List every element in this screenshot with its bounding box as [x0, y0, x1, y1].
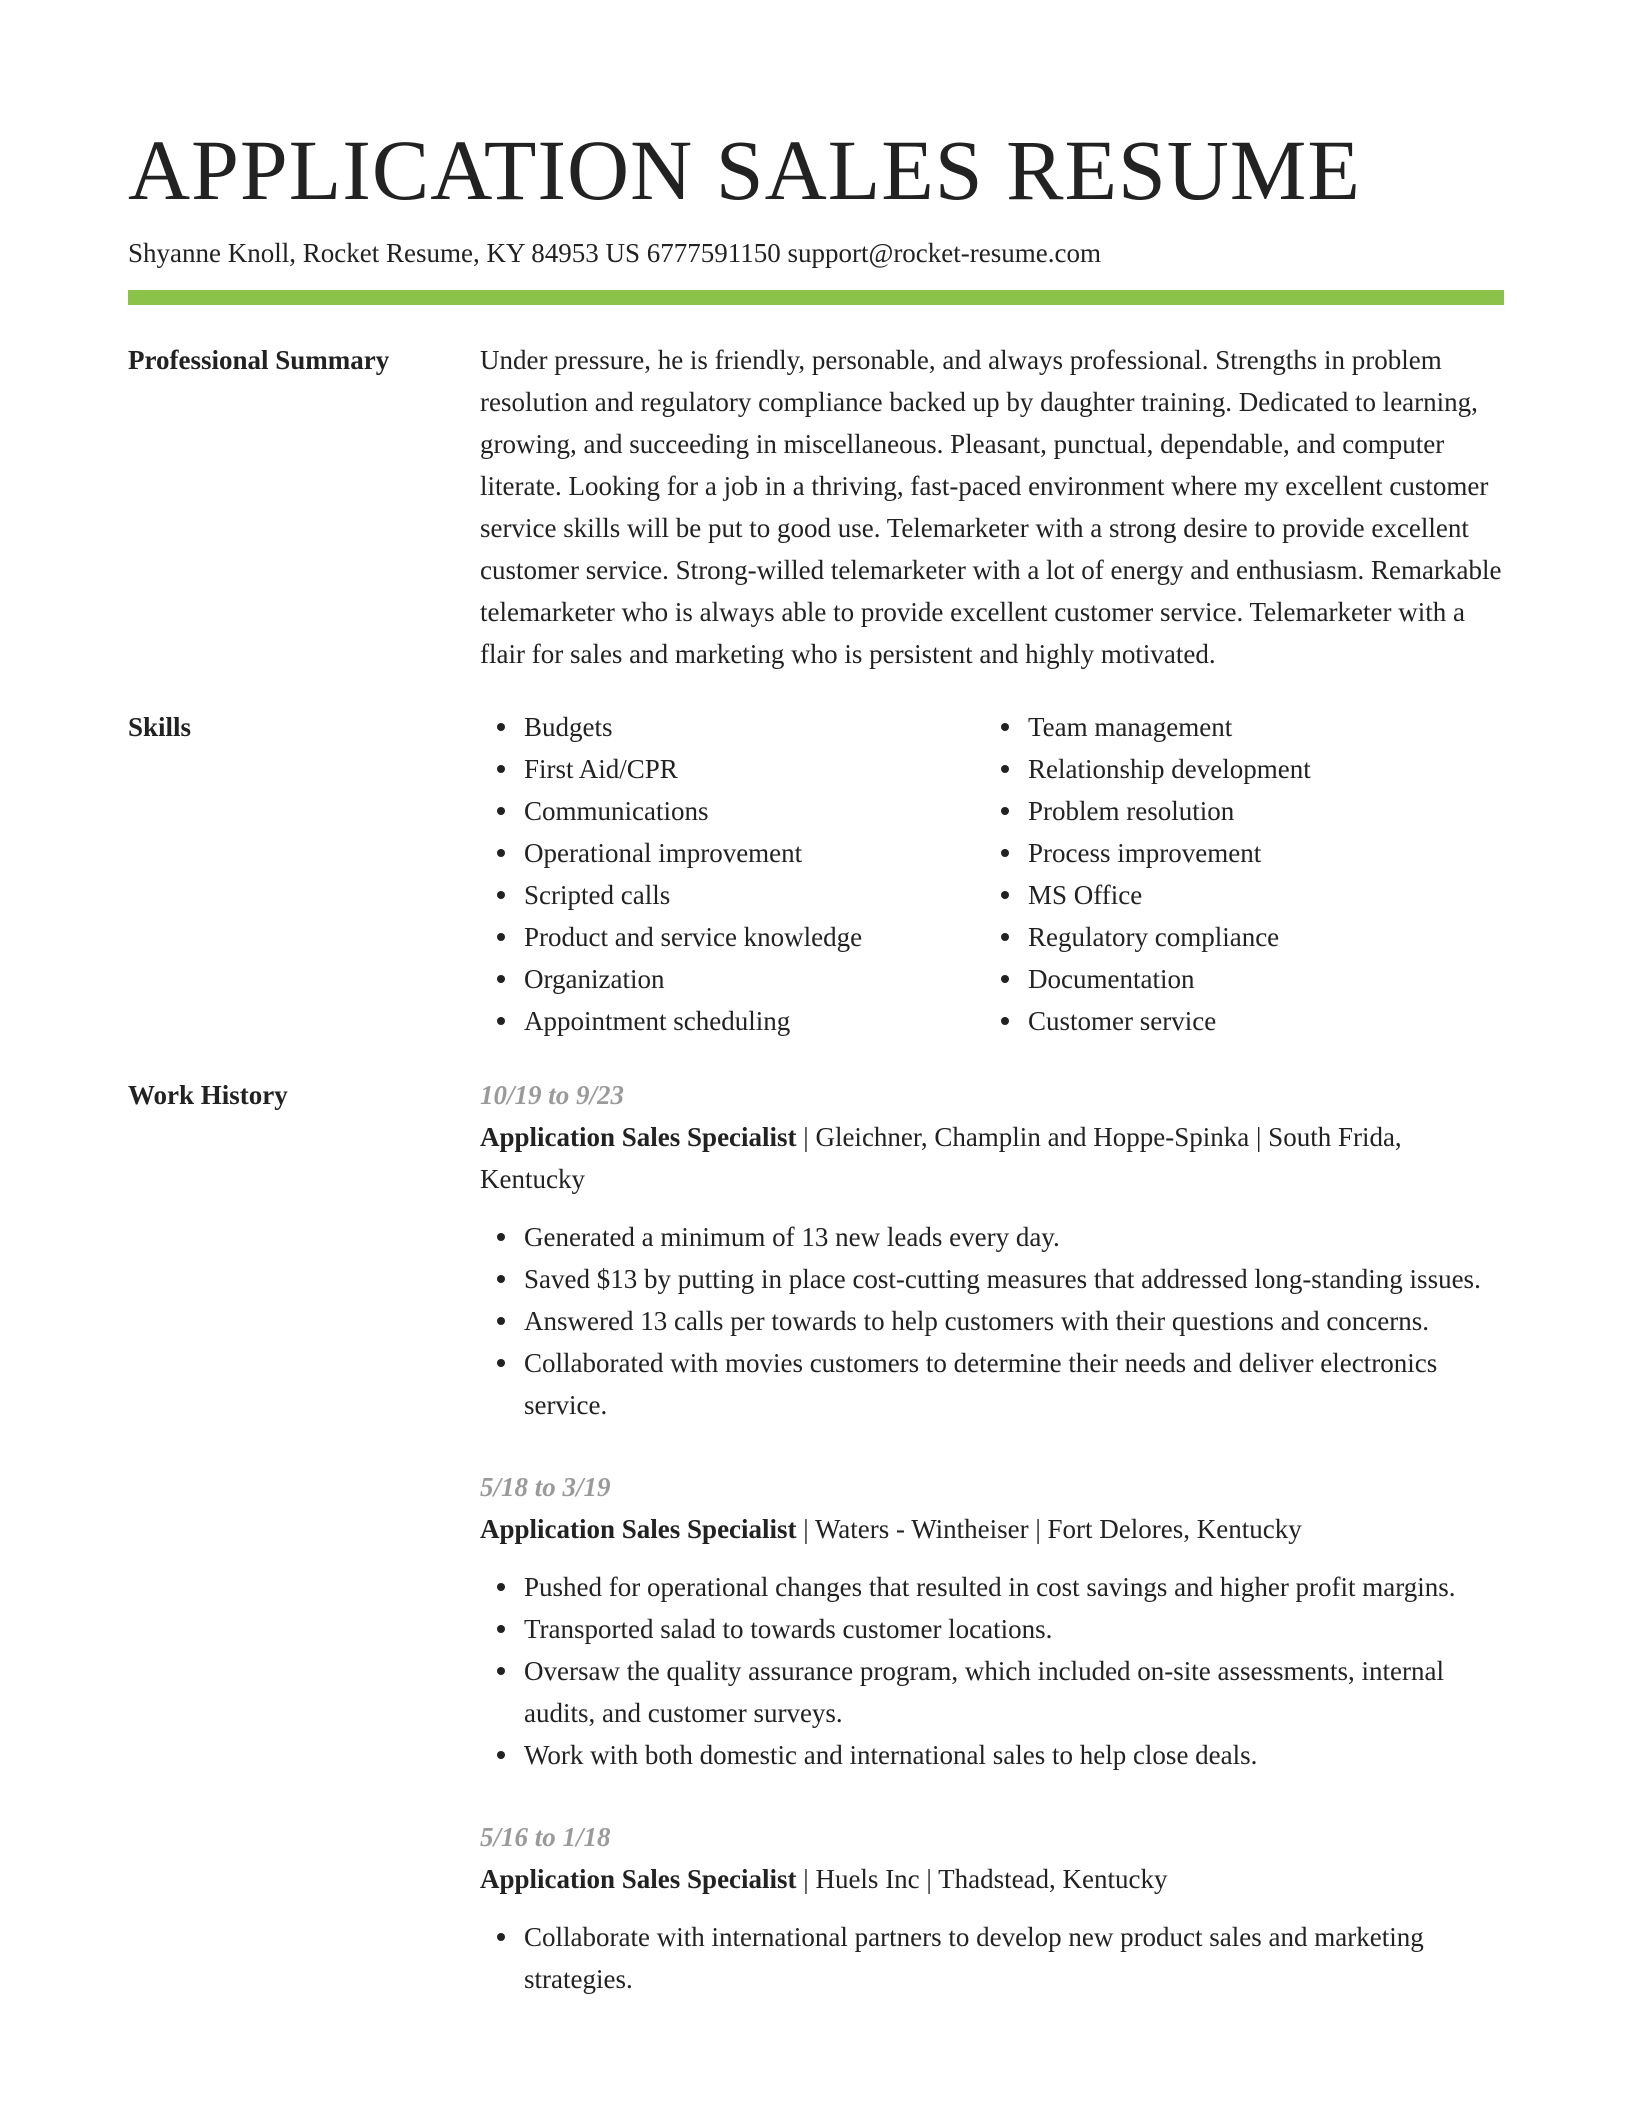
job-bullet: Answered 13 calls per towards to help customers with their questions and concerns.	[524, 1300, 1504, 1342]
job-entry	[480, 1466, 1504, 1776]
skill-item: Team management	[1028, 706, 1488, 748]
skill-item: Process improvement	[1028, 832, 1488, 874]
skills-body	[480, 706, 1504, 1042]
job-heading	[480, 1858, 1504, 1900]
section-heading-professional-summary: Professional Summary	[128, 345, 390, 375]
job-bullets	[480, 1566, 1504, 1776]
job-dates: 5/16 to 1/18	[480, 1822, 611, 1852]
skill-item: Product and service knowledge	[524, 916, 984, 958]
skill-item: Customer service	[1028, 1000, 1488, 1042]
job-heading	[480, 1116, 1504, 1200]
job-entry	[480, 1074, 1504, 1426]
job-employer-location: | Waters - Wintheiser | Fort Delores, Kentucky	[796, 1514, 1302, 1544]
skill-item: Regulatory compliance	[1028, 916, 1488, 958]
job-dates: 10/19 to 9/23	[480, 1080, 625, 1110]
job-employer-location: | Gleichner, Champlin and Hoppe-Spinka | South Frida, Kentucky	[480, 1122, 1402, 1194]
work-history-section	[128, 1074, 1504, 2040]
job-bullet: Collaborated with movies customers to determine their needs and deliver electronics service.	[524, 1342, 1504, 1426]
job-bullet: Saved $13 by putting in place cost-cutting measures that addressed long-standing issues.	[524, 1258, 1504, 1300]
skills-list-right	[984, 706, 1488, 1042]
professional-summary-section	[128, 339, 1504, 675]
skill-item: First Aid/CPR	[524, 748, 984, 790]
job-bullet: Collaborate with international partners to develop new product sales and marketing strategies.	[524, 1916, 1504, 2000]
skill-item: Documentation	[1028, 958, 1488, 1000]
job-bullets	[480, 1916, 1504, 2000]
contact-line: Shyanne Knoll, Rocket Resume, KY 84953 US 6777591150 support@rocket-resume.com	[128, 238, 1101, 268]
job-dates: 5/18 to 3/19	[480, 1472, 611, 1502]
job-bullet: Transported salad to towards customer locations.	[524, 1608, 1504, 1650]
work-history-body	[480, 1074, 1504, 2040]
section-heading-work-history: Work History	[128, 1080, 288, 1110]
skills-column-left	[480, 706, 984, 1042]
skill-item: Communications	[524, 790, 984, 832]
skill-item: Appointment scheduling	[524, 1000, 984, 1042]
skills-section	[128, 706, 1504, 1042]
skill-item: Problem resolution	[1028, 790, 1488, 832]
job-title: Application Sales Specialist	[480, 1864, 797, 1894]
section-heading-skills: Skills	[128, 712, 192, 742]
job-bullets	[480, 1216, 1504, 1426]
job-title: Application Sales Specialist	[480, 1514, 797, 1544]
job-title: Application Sales Specialist	[480, 1122, 797, 1152]
skill-item: Budgets	[524, 706, 984, 748]
resume-page	[128, 118, 1504, 2040]
skill-item: Scripted calls	[524, 874, 984, 916]
job-heading	[480, 1508, 1504, 1550]
job-bullet: Work with both domestic and international sales to help close deals.	[524, 1734, 1504, 1776]
job-employer-location: | Huels Inc | Thadstead, Kentucky	[796, 1864, 1168, 1894]
job-bullet: Generated a minimum of 13 new leads every day.	[524, 1216, 1504, 1258]
skill-item: Operational improvement	[524, 832, 984, 874]
accent-divider	[128, 290, 1504, 305]
job-entry	[480, 1816, 1504, 2000]
job-bullet: Pushed for operational changes that resulted in cost savings and higher profit margins.	[524, 1566, 1504, 1608]
skill-item: MS Office	[1028, 874, 1488, 916]
job-bullet: Oversaw the quality assurance program, which included on-site assessments, internal audits, and customer surveys.	[524, 1650, 1504, 1734]
summary-text: Under pressure, he is friendly, personable, and always professional. Strengths in problem resolution and regulatory compliance backed up by daughter training. Dedicated to learning, growing, and succeeding in miscellaneous. Pleasant, punctual, dependable, and computer literate. Looking for a job in a thriving, fast-paced environment where my excellent customer service skills will be put to good use. Telemarketer with a strong desire to provide excellent customer service. Strong-willed telemarketer with a lot of energy and enthusiasm. Remarkable telemarketer who is always able to provide excellent customer service. Telemarketer with a flair for sales and marketing who is persistent and highly motivated.	[480, 345, 1502, 669]
skills-columns	[480, 706, 1504, 1042]
skill-item: Relationship development	[1028, 748, 1488, 790]
resume-title: APPLICATION SALES RESUME	[128, 122, 1361, 218]
skills-column-right	[984, 706, 1488, 1042]
skill-item: Organization	[524, 958, 984, 1000]
skills-list-left	[480, 706, 984, 1042]
